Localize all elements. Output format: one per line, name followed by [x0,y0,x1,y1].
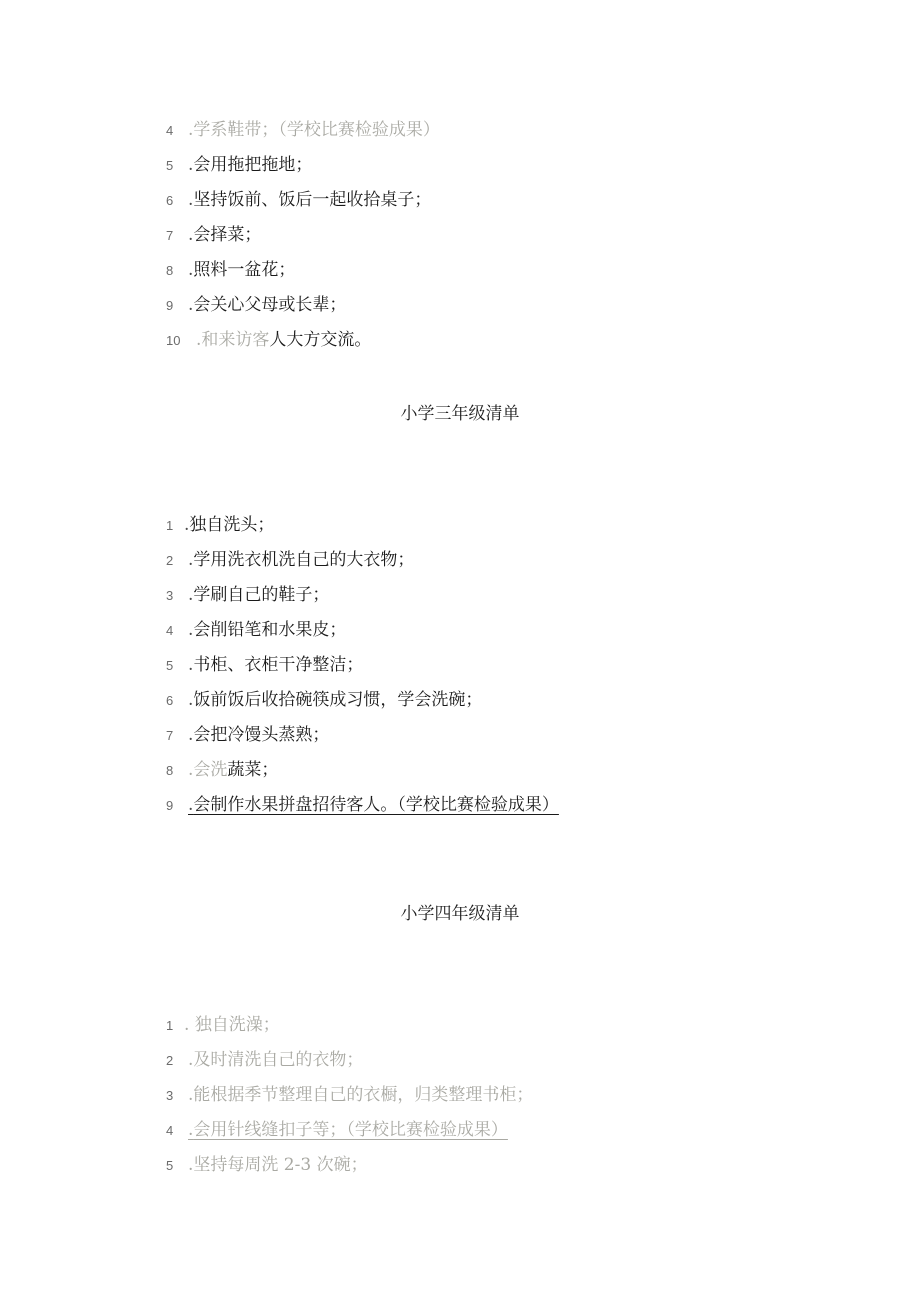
item-dot: . [188,550,194,570]
item-dot: . [188,155,194,175]
list-item [166,1083,533,1107]
item-dot: . [188,620,194,640]
item-number: 1 [166,1018,174,1033]
item-text: 书柜、衣柜干净整洁； [193,655,364,675]
item-number: 3 [166,1088,174,1103]
item-text: 会择菜； [193,225,262,245]
item-dot: . [188,1155,194,1175]
item-text: 学用洗衣机洗自己的大衣物； [193,550,415,570]
list-item [166,618,346,642]
item-number: 8 [166,763,174,778]
item-number: 7 [166,728,174,743]
list-item [166,793,559,817]
item-dot: . [184,1015,195,1035]
item-dot: . [188,690,194,710]
list-item [166,258,295,282]
item-text: 照料一盆花； [193,260,296,280]
item-dot: . [188,1120,194,1140]
item-text: 独自洗澡； [194,1015,280,1035]
list-item [166,153,312,177]
item-text: 会用针线缝扣子等；（学校比赛检验成果） [193,1120,508,1140]
item-number: 7 [166,228,174,243]
item-text: 能根据季节整理自己的衣橱，归类整理书柜； [193,1085,534,1105]
list-item [166,1048,363,1072]
item-text: 会把冷馒头蒸熟； [193,725,330,745]
list-item [166,723,329,747]
item-number: 9 [166,298,174,313]
list-item [166,1153,368,1177]
item-dot: . [196,330,202,350]
item-dot: . [188,295,194,315]
item-dot: . [188,760,194,780]
list-item [166,653,363,677]
item-text: 会用拖把拖地； [193,155,313,175]
item-number: 5 [166,1158,174,1173]
item-dot: . [188,585,194,605]
item-text: 学刷自己的鞋子； [193,585,330,605]
item-text: 坚持每周洗 2-3 次碗； [193,1155,368,1175]
item-number: 2 [166,1053,174,1068]
item-dot: . [188,260,194,280]
list-item [166,548,414,572]
item-text: 蔬菜； [227,760,279,780]
item-dot: . [188,190,194,210]
item-number: 4 [166,1123,174,1138]
section-title: 小学三年级清单 [400,404,520,424]
item-text: 及时清洗自己的衣物； [193,1050,364,1070]
item-number: 5 [166,158,174,173]
item-text: 人大方交流。 [269,330,372,350]
item-number: 6 [166,693,174,708]
item-number: 8 [166,263,174,278]
item-text-faded: 学系鞋带；（学校比赛检验成果） [193,120,440,140]
list-item [166,223,261,247]
list-item [166,328,371,352]
section-title: 小学四年级清单 [400,904,520,924]
item-number: 10 [166,333,181,348]
item-number: 4 [166,623,174,638]
item-text: 会削铅笔和水果皮； [193,620,347,640]
item-number: 1 [166,518,174,533]
list-item [166,118,440,142]
list-item [166,688,482,712]
item-dot: . [188,725,194,745]
item-text-faded: 会洗 [193,760,228,780]
list-item [166,293,346,317]
list-item [166,513,274,537]
list-item [166,758,278,782]
item-number: 9 [166,798,174,813]
item-text: 独自洗头； [189,515,275,535]
item-number: 3 [166,588,174,603]
item-dot: . [188,795,194,815]
item-dot: . [188,1050,194,1070]
item-dot: . [184,515,190,535]
item-number: 5 [166,658,174,673]
list-item [166,1118,508,1142]
item-text: 会制作水果拼盘招待客人。（学校比赛检验成果） [193,795,559,815]
item-number: 6 [166,193,174,208]
item-dot: . [188,1085,194,1105]
item-dot: . [188,225,194,245]
item-text: 饭前饭后收拾碗筷成习惯，学会洗碗； [193,690,483,710]
item-text-faded: 和来访客 [201,330,270,350]
list-item [166,583,329,607]
item-number: 4 [166,123,174,138]
item-text: 坚持饭前、饭后一起收拾桌子； [193,190,432,210]
item-dot: . [188,120,194,140]
list-item [166,1013,280,1037]
list-item [166,188,431,212]
item-text: 会关心父母或长辈； [193,295,347,315]
item-number: 2 [166,553,174,568]
item-dot: . [188,655,194,675]
